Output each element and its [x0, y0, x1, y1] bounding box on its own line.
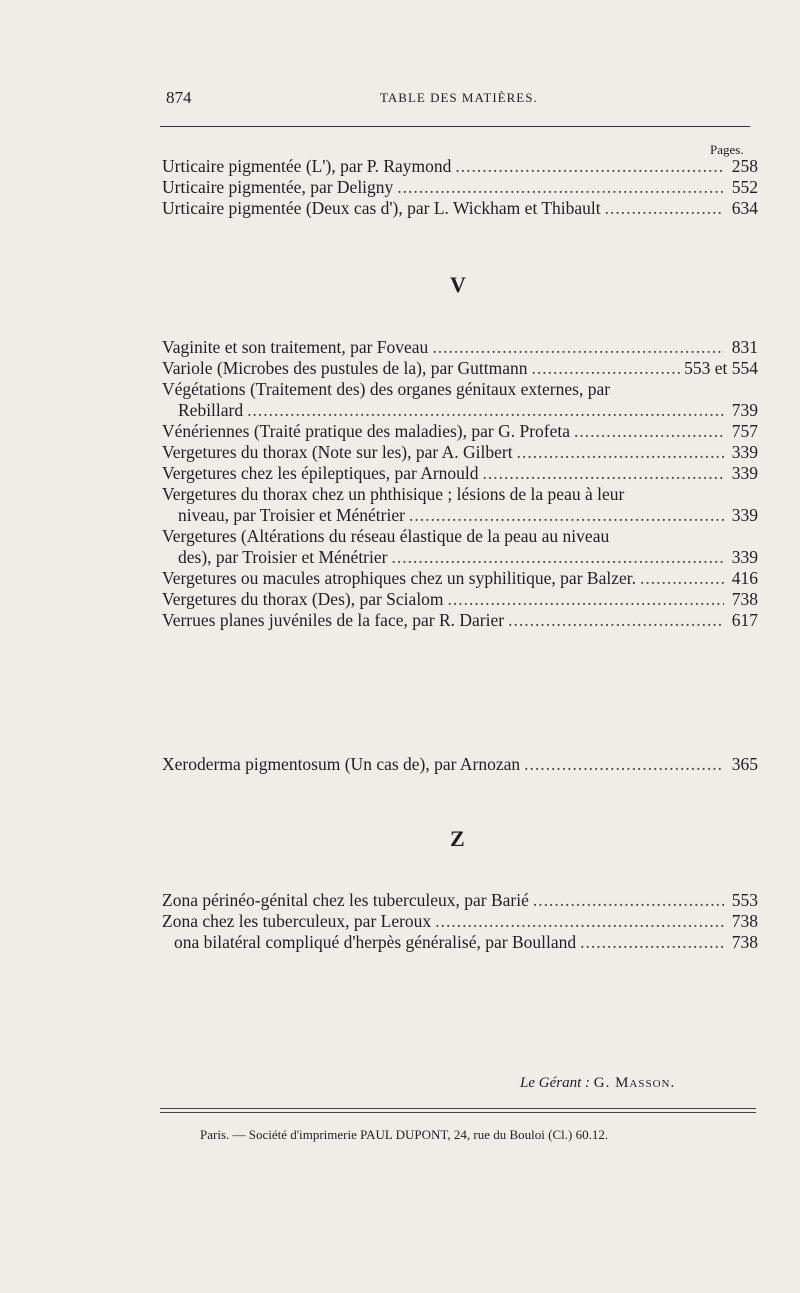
index-entry: [162, 568, 758, 589]
entry-text: Vénériennes (Traité pratique des maladies), par G. Profeta: [162, 421, 571, 441]
entry-text: Vergetures (Altérations du réseau élastique de la peau au niveau: [162, 526, 610, 546]
entry-page: 634: [731, 198, 758, 218]
index-entry: [162, 337, 758, 358]
entry-text: Vergetures du thorax chez un phthisique ; lésions de la peau à leur: [162, 484, 625, 504]
entry-text: Vaginite et son traitement, par Foveau: [162, 337, 429, 357]
index-entry: [162, 911, 758, 932]
section-letter-z: Z: [450, 826, 465, 851]
index-entry: [162, 754, 758, 775]
entry-text-continued: niveau, par Troisier et Ménétrier: [178, 505, 405, 525]
entry-text: Zona chez les tuberculeux, par Leroux: [162, 911, 432, 931]
entry-page: 738: [731, 911, 758, 931]
entry-text: Végétations (Traitement des) des organes génitaux externes, par: [162, 379, 611, 399]
entry-page: 339: [731, 442, 758, 462]
index-entry: [162, 932, 758, 953]
page-number: 874: [166, 88, 192, 107]
entry-text: Xeroderma pigmentosum (Un cas de), par Arnozan: [162, 754, 521, 774]
signature: [520, 1075, 675, 1092]
section-letter-v: V: [450, 272, 466, 297]
entry-text: Verrues planes juvéniles de la face, par R. Darier: [162, 610, 505, 630]
entry-text: Vergetures ou macules atrophiques chez un syphilitique, par Balzer.: [162, 568, 636, 588]
index-entry: [162, 198, 758, 219]
section-z-entries: [162, 890, 758, 953]
entry-text: Vergetures chez les épileptiques, par Arnould: [162, 463, 479, 483]
entry-page: 339: [731, 505, 758, 525]
entry-text: Zona périnéo-génital chez les tuberculeux, par Barié: [162, 890, 529, 910]
index-entry: [162, 890, 758, 911]
entry-text: Variole (Microbes des pustules de la), par Guttmann: [162, 358, 528, 378]
section-u-entries: [162, 156, 758, 219]
index-entry: [162, 156, 758, 177]
entry-page: 738: [731, 932, 758, 952]
running-title: TABLE DES MATIÈRES.: [380, 90, 538, 105]
entry-text-continued: Rebillard: [178, 400, 244, 420]
entry-text: Urticaire pigmentée, par Deligny: [162, 177, 394, 197]
index-entry: [162, 358, 758, 379]
entry-text: Urticaire pigmentée (L'), par P. Raymond: [162, 156, 452, 176]
entry-text: Vergetures du thorax (Des), par Scialom: [162, 589, 444, 609]
index-entry: [162, 589, 758, 610]
entry-page: 553: [731, 890, 758, 910]
index-entry: [162, 379, 758, 421]
printer-imprint: Paris. — Société d'imprimerie PAUL DUPONT, 24, rue du Bouloi (Cl.) 60.12.: [200, 1127, 609, 1142]
entry-page: 339: [731, 547, 758, 567]
entry-page: 617: [731, 610, 758, 630]
signature-label: Le Gérant :: [520, 1075, 590, 1091]
entry-page: 416: [731, 568, 758, 588]
index-entry: [162, 526, 758, 568]
entry-page: 757: [731, 421, 758, 441]
index-entry: [162, 177, 758, 198]
entry-page: 365: [731, 754, 758, 774]
entry-page: 552: [731, 177, 758, 197]
index-entry: [162, 463, 758, 484]
pages-column-label: Pages.: [710, 142, 744, 157]
entry-text: ona bilatéral compliqué d'herpès généralisé, par Boulland: [174, 932, 577, 952]
index-entry: [162, 421, 758, 442]
footer-rule: [160, 1108, 756, 1109]
entry-text: Urticaire pigmentée (Deux cas d'), par L. Wickham et Thibault: [162, 198, 601, 218]
entry-page: 339: [731, 463, 758, 483]
entry-page: 831: [731, 337, 758, 357]
index-entry: [162, 484, 758, 526]
entry-page: 739: [731, 400, 758, 420]
entry-text: Vergetures du thorax (Note sur les), par A. Gilbert: [162, 442, 513, 462]
index-entry: [162, 442, 758, 463]
entry-page: 258: [731, 156, 758, 176]
index-entry: [162, 610, 758, 631]
signature-name: G. Masson.: [593, 1075, 676, 1091]
section-v-entries: [162, 337, 758, 631]
entry-page: 553 et 554: [684, 358, 758, 378]
header-rule: [160, 126, 750, 127]
entry-page: 738: [731, 589, 758, 609]
entry-text-continued: des), par Troisier et Ménétrier: [178, 547, 388, 567]
footer-rule: [160, 1112, 756, 1113]
section-x-entries: [162, 754, 758, 775]
page-header: [162, 88, 752, 114]
